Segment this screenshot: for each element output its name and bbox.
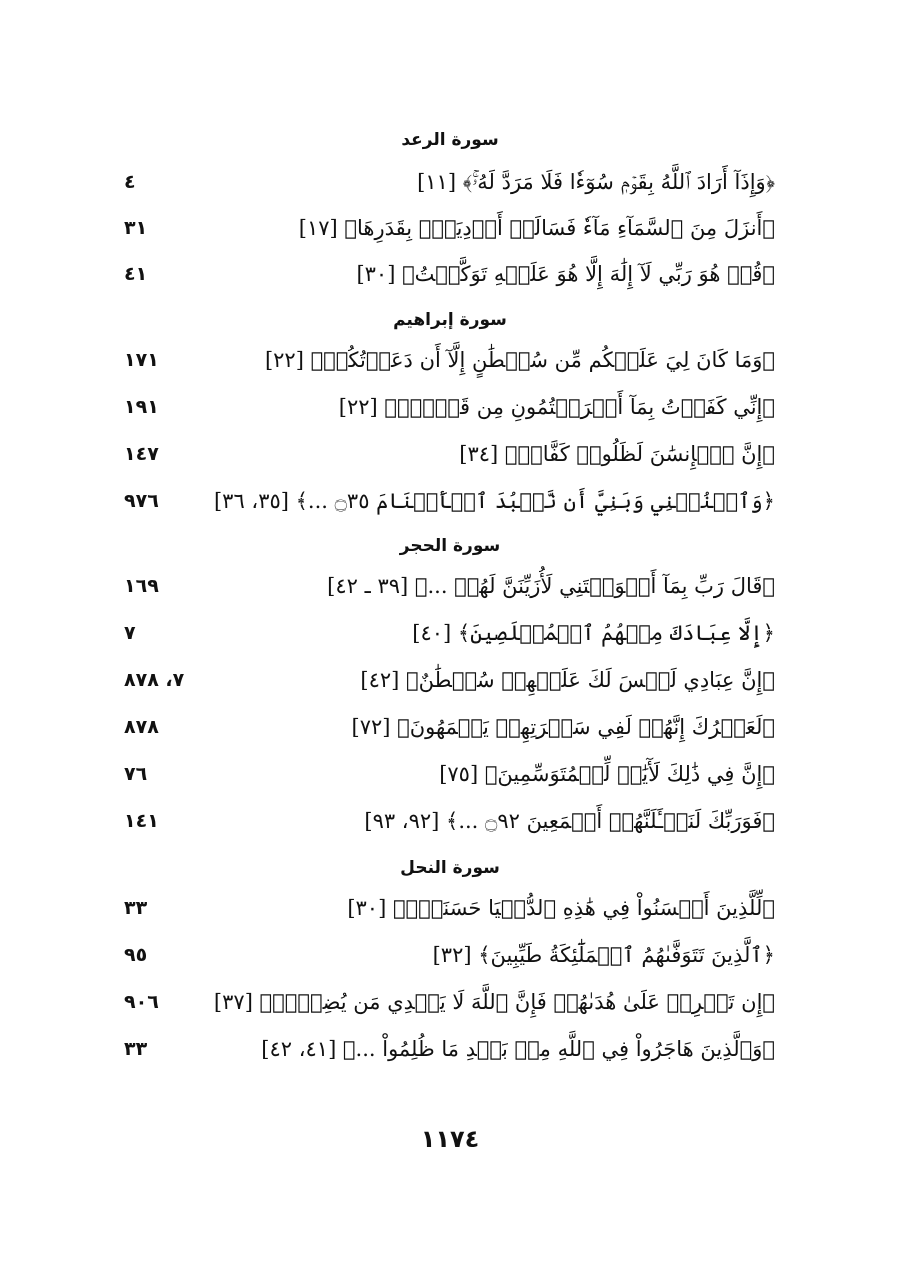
page-reference: ٤	[124, 171, 136, 193]
index-entry	[0, 1029, 900, 1069]
verse-text: ﴿وَٱجۡنُبۡنِي وَبَنِيَّ أَن نَّعۡبُدَ ٱلۡأَصۡنَامَ ۝٣٥ ...﴾ [٣٥، ٣٦]	[213, 489, 775, 513]
verse-text: ﴿إِنَّ عِبَادِي لَيۡسَ لَكَ عَلَيۡهِمۡ سُلۡطَٰنٌ﴾ [٤٢]	[360, 668, 775, 692]
page-reference: ١٧١	[124, 349, 159, 371]
verse-text: ﴿أَنزَلَ مِنَ ٱلسَّمَآءِ مَآءٗ فَسَالَتۡ أَوۡدِيَةُۢ بِقَدَرِهَا﴾ [١٧]	[298, 216, 775, 240]
page-reference: ٤١	[124, 263, 148, 285]
section-title: سورة النحل	[400, 858, 500, 878]
page-reference: ٣١	[124, 217, 148, 239]
page-reference: ٧	[124, 622, 136, 644]
index-entry	[0, 935, 900, 975]
index-entry	[0, 340, 900, 380]
page-reference: ٣٣	[124, 897, 148, 919]
verse-text: ﴿إِنَّ فِي ذَٰلِكَ لَأٓيَٰتٖ لِّلۡمُتَوَسِّمِينَ﴾ [٧٥]	[439, 762, 775, 786]
index-entry	[0, 566, 900, 606]
page-reference: ٣٣	[124, 1038, 148, 1060]
index-entry	[0, 481, 900, 521]
verse-text: ﴿وَٱلَّذِينَ هَاجَرُواْ فِي ٱللَّهِ مِنۢ بَعۡدِ مَا ظُلِمُواْ ...﴾ [٤١، ٤٢]	[261, 1037, 775, 1061]
index-entry	[0, 801, 900, 841]
section-title: سورة إبراهيم	[393, 310, 507, 330]
index-entry	[0, 660, 900, 700]
index-entry	[0, 754, 900, 794]
page-reference: ١٤١	[124, 810, 159, 832]
page-reference: ٩٧٦	[124, 490, 159, 512]
index-entry	[0, 613, 900, 653]
verse-text: ﴿وَإِذَآ أَرَادَ ٱللَّهُ بِقَوۡمٖ سُوٓءٗا فَلَا مَرَدَّ لَهُۥۚ﴾ [١١]	[417, 170, 775, 194]
index-entry	[0, 387, 900, 427]
section-title: سورة الرعد	[401, 130, 499, 150]
page-number: ١١٧٤	[420, 1125, 480, 1153]
index-entry	[0, 888, 900, 928]
verse-text: ﴿إِن تَحۡرِصۡ عَلَىٰ هُدَىٰهُمۡ فَإِنَّ ٱللَّهَ لَا يَهۡدِي مَن يُضِلُّۖ﴾ [٣٧]	[213, 990, 775, 1014]
page-reference: ٧، ٨٧٨	[124, 669, 185, 691]
section-title: سورة الحجر	[399, 536, 501, 556]
verse-text: ﴿فَوَرَبِّكَ لَنَسۡـَٔلَنَّهُمۡ أَجۡمَعِينَ ۝٩٢ ...﴾ [٩٢، ٩٣]	[364, 809, 775, 833]
verse-text: ﴿إِلَّا عِبَادَكَ مِنۡهُمُ ٱلۡمُخۡلَصِينَ﴾ [٤٠]	[412, 621, 775, 645]
verse-text: ﴿لَعَمۡرُكَ إِنَّهُمۡ لَفِي سَكۡرَتِهِمۡ يَعۡمَهُونَ﴾ [٧٢]	[351, 715, 775, 739]
page-reference: ١٤٧	[124, 443, 159, 465]
page-reference: ٧٦	[124, 763, 148, 785]
verse-text: ﴿قَالَ رَبِّ بِمَآ أَغۡوَيۡتَنِي لَأُزَيِّنَنَّ لَهُمۡ ...﴾ [٣٩ ـ ٤٢]	[327, 574, 775, 598]
index-entry	[0, 707, 900, 747]
verse-text: ﴿إِنَّ ٱلۡإِنسَٰنَ لَظَلُومٞ كَفَّارٞ﴾ [٣٤]	[459, 442, 775, 466]
page-reference: ٨٧٨	[124, 716, 159, 738]
page-reference: ١٩١	[124, 396, 159, 418]
page-reference: ٩٥	[124, 944, 148, 966]
verse-text: ﴿لِّلَّذِينَ أَحۡسَنُواْ فِي هَٰذِهِ ٱلدُّنۡيَا حَسَنَةٞۚ﴾ [٣٠]	[347, 896, 775, 920]
verse-text: ﴿ٱلَّذِينَ تَتَوَفَّىٰهُمُ ٱلۡمَلَٰٓئِكَةُ طَيِّبِينَ﴾ [٣٢]	[432, 943, 775, 967]
index-entry	[0, 254, 900, 294]
page-reference: ١٦٩	[124, 575, 159, 597]
index-entry	[0, 982, 900, 1022]
page-reference: ٩٠٦	[124, 991, 159, 1013]
index-entry	[0, 434, 900, 474]
verse-text: ﴿إِنِّي كَفَرۡتُ بِمَآ أَشۡرَكۡتُمُونِ مِن قَبۡلُۗ﴾ [٢٢]	[338, 395, 775, 419]
index-entry	[0, 208, 900, 248]
verse-text: ﴿وَمَا كَانَ لِيَ عَلَيۡكُم مِّن سُلۡطَٰنٍ إِلَّآ أَن دَعَوۡتُكُمۡ﴾ [٢٢]	[264, 348, 775, 372]
verse-text: ﴿قُلۡ هُوَ رَبِّي لَآ إِلَٰهَ إِلَّا هُوَ عَلَيۡهِ تَوَكَّلۡتُ﴾ [٣٠]	[356, 262, 775, 286]
index-entry	[0, 162, 900, 202]
